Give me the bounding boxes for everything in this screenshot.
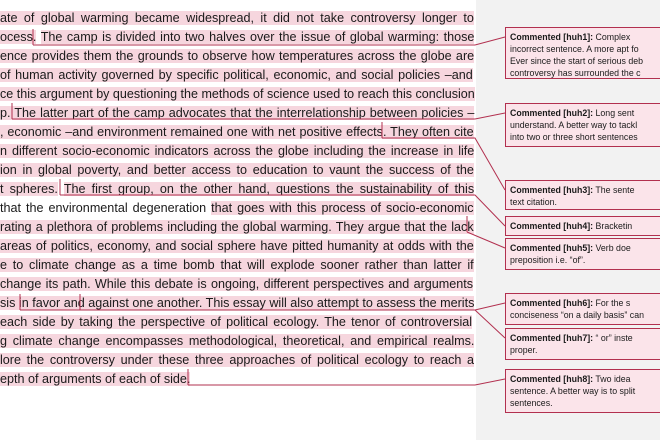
comment-balloon[interactable] xyxy=(505,293,660,325)
commented-text: ate of global warming became widespread, it did not take controversy longer to xyxy=(0,11,474,25)
comment-text: For the s xyxy=(593,298,631,308)
comment-first-line xyxy=(510,184,660,196)
comment-text: sentence. A better way is to split xyxy=(510,386,636,396)
document-line xyxy=(0,237,474,256)
comment-text: Two idea xyxy=(593,374,631,384)
comment-text: Verb doe xyxy=(593,243,631,253)
comment-balloon[interactable] xyxy=(505,369,660,413)
commented-text: e to climate change as a time bomb that will explode sooner rather than latter if xyxy=(0,258,474,272)
commented-text: ocess. xyxy=(0,30,37,44)
comment-text: The sente xyxy=(593,185,635,195)
document-line xyxy=(0,47,474,66)
commented-text: and xyxy=(63,296,85,310)
commented-text: The latter part of the camp advocates that the interrelationship between policies – xyxy=(10,106,475,120)
comment-author-label: Commented [huh3]: xyxy=(510,185,594,195)
comment-author-label: Commented [huh5]: xyxy=(510,243,594,253)
comment-text: incorrect sentence. A more apt fo xyxy=(510,44,639,54)
commented-text: ce this argument by questioning the methods of science used to reach this conclusion xyxy=(0,87,475,101)
comment-first-line xyxy=(510,220,660,232)
comment-author-label: Commented [huh7]: xyxy=(510,333,594,343)
commented-text: ion in global poverty, and better access to education to vaunt the success of the xyxy=(0,163,474,177)
commented-text: n different socio-economic indicators across the globe including the increase in life xyxy=(0,144,475,158)
document-line xyxy=(0,275,473,294)
comment-text: Long sent xyxy=(593,108,635,118)
comment-text: proper. xyxy=(510,345,538,355)
document-line xyxy=(0,294,474,313)
comment-text: controversy has surrounded the c xyxy=(510,68,641,78)
comment-text: Complex xyxy=(593,32,631,42)
document-line xyxy=(0,123,474,142)
document-line xyxy=(0,370,190,389)
comment-text: understand. A better way to tackl xyxy=(510,120,638,130)
document-line xyxy=(0,66,473,85)
document-line xyxy=(0,313,472,332)
commented-text: lore the controversy under these three approaches of political ecology to reach a xyxy=(0,353,475,367)
document-line xyxy=(0,142,474,161)
commented-text: of human activity governed by specific political, economic, and social policies –and xyxy=(0,68,473,82)
comment-balloon[interactable] xyxy=(505,180,660,210)
comment-balloon[interactable] xyxy=(505,216,660,236)
comment-text: Bracketin xyxy=(593,221,633,231)
commented-text: t spheres. xyxy=(0,182,58,196)
comment-text: conciseness “on a daily basis” can xyxy=(510,310,644,320)
comment-first-line xyxy=(510,107,660,119)
document-line xyxy=(0,351,474,370)
comment-first-line xyxy=(510,373,660,385)
comment-first-line xyxy=(510,242,660,254)
document-line xyxy=(0,9,474,28)
comment-balloon[interactable] xyxy=(505,27,660,79)
commented-text: The camp is divided into two halves over the issue of global warming: those xyxy=(40,30,475,44)
comment-text: into two or three short sentences xyxy=(510,132,638,142)
comment-author-label: Commented [huh2]: xyxy=(510,108,594,118)
text-run xyxy=(58,182,64,196)
comment-first-line xyxy=(510,297,660,309)
comment-first-line xyxy=(510,332,660,344)
comment-first-line xyxy=(510,31,660,43)
commented-text: that goes with this process of socio-economic xyxy=(211,201,474,215)
text-run: that the environmental degeneration xyxy=(0,201,212,215)
commented-text: against one another. This essay will also attempt to assess the merits xyxy=(84,296,475,310)
document-line xyxy=(0,161,474,180)
commented-text: g climate change encompasses methodological, theoretical, and empirical realms. xyxy=(0,334,475,348)
comment-author-label: Commented [huh1]: xyxy=(510,32,594,42)
commented-text: ence provides them the grounds to observe how temperatures across the globe are xyxy=(0,49,475,63)
document-line xyxy=(0,256,474,275)
commented-text: rating a plethora of problems including the global warming. They argue that the xyxy=(0,220,452,234)
comment-balloon[interactable] xyxy=(505,328,660,360)
document-line xyxy=(0,104,474,123)
comment-balloon[interactable] xyxy=(505,103,660,147)
commented-text: sis xyxy=(0,296,19,310)
comment-text: preposition i.e. “of”. xyxy=(510,255,586,265)
commented-text: , economic –and environment remained one with net positive effects. xyxy=(0,125,387,139)
comment-author-label: Commented [huh6]: xyxy=(510,298,594,308)
commented-text: They often cite xyxy=(386,125,474,139)
commented-text: epth of arguments of each of side. xyxy=(0,372,191,386)
document-line xyxy=(0,180,474,199)
commented-text: p. xyxy=(0,106,11,120)
document-line xyxy=(0,28,474,47)
comment-author-label: Commented [huh4]: xyxy=(510,221,594,231)
comment-text: “ or” inste xyxy=(593,333,633,343)
commented-text: in favor xyxy=(18,296,61,310)
commented-text: change its path. While this debate is ongoing, different perspectives and arguments xyxy=(0,277,474,291)
comment-text: Ever since the start of serious deb xyxy=(510,56,643,66)
comment-text: sentences. xyxy=(510,398,553,408)
comment-author-label: Commented [huh8]: xyxy=(510,374,594,384)
commented-text: The first group, on the other hand, questions the sustainability of this xyxy=(63,182,475,196)
document-line xyxy=(0,218,474,237)
document-line xyxy=(0,85,475,104)
comment-text: text citation. xyxy=(510,197,557,207)
commented-text: each side by taking the perspective of political ecology. The tenor of controversial xyxy=(0,315,473,329)
commented-text: lack xyxy=(451,220,474,234)
comment-balloon[interactable] xyxy=(505,238,660,270)
commented-text: areas of politics, economy, and social sphere have pitted humanity at odds with the xyxy=(0,239,474,253)
document-line xyxy=(0,332,474,351)
document-line xyxy=(0,199,474,218)
